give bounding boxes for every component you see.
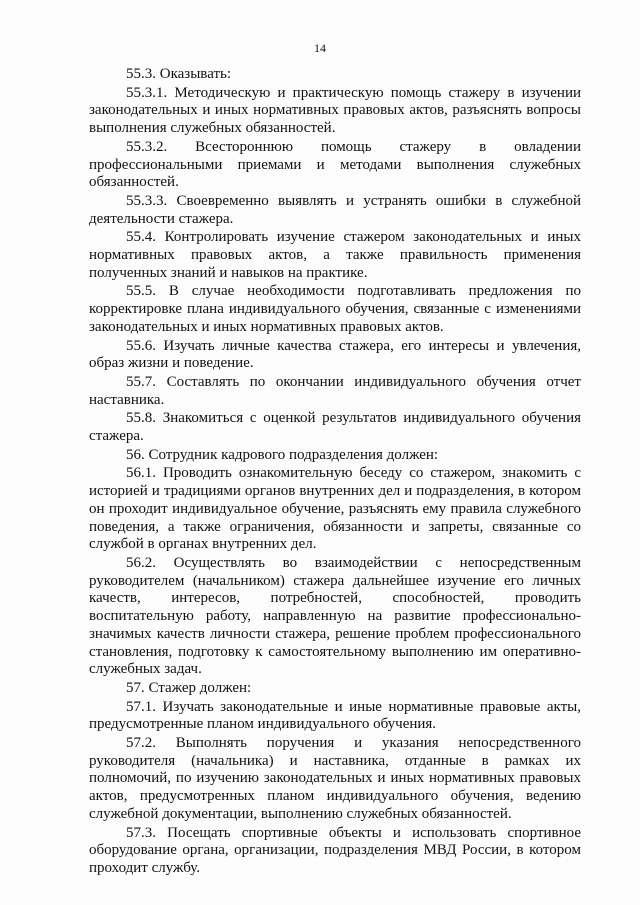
paragraph-57: 57. Стажер должен:: [126, 679, 252, 696]
paragraph-55-8: 55.8. Знакомиться с оценкой результатов индивидуального обучения стажера.: [89, 410, 581, 445]
paragraph-57-3: 57.3. Посещать спортивные объекты и использовать спортивное оборудование органа, организации, подразделения МВД России, в котором проходит службу.: [89, 824, 581, 876]
paragraph-55-6: 55.6. Изучать личные качества стажера, его интересы и увлечения, образ жизни и поведение.: [89, 337, 581, 372]
paragraph-55-5: 55.5. В случае необходимости подготавливать предложения по корректировке плана индивидуального обучения, связанные с изменениями законодательных и иных нормативных правовых актов.: [89, 283, 581, 335]
paragraph-55-3-2: 55.3.2. Всестороннюю помощь стажеру в овладении профессиональными приемами и методами выполнения служебных обязанностей.: [89, 138, 581, 191]
paragraph-56-2: 56.2. Осуществлять во взаимодействии с непосредственным руководителем (начальником) стажера дальнейшее изучение его личных качеств, интересов, потребностей, способностей, проводить воспитательную работу, направленную на развитие профессионально-значимых качеств личности стажера, решение проблем профессионального становления, подготовку к самостоятельному выполнению им оперативно-служебных задач.: [89, 554, 581, 678]
paragraph-55-3-1: 55.3.1. Методическую и практическую помощь стажеру в изучении законодательных и иных нормативных правовых актов, разъяснять вопросы выполнения служебных обязанностей.: [89, 84, 581, 137]
paragraph-56-1: 56.1. Проводить ознакомительную беседу со стажером, знакомить с историей и традициями органов внутренних дел и подразделения, в котором он проходит индивидуальное обучение, разъяснять ему правила служебного поведения, а также ограничения, обязанности и запреты, связанные со службой в органах внутренних дел.: [89, 465, 581, 553]
document-body: [89, 66, 581, 879]
paragraph-55-4: 55.4. Контролировать изучение стажером законодательных и иных нормативных правовых актов, а также правильность применения полученных знаний и навыков на практике.: [89, 229, 581, 281]
paragraph-55-7: 55.7. Составлять по окончании индивидуального обучения отчет наставника.: [89, 373, 581, 408]
paragraph-55-3: 55.3. Оказывать:: [126, 66, 232, 82]
paragraph-55-3-3: 55.3.3. Своевременно выявлять и устранять ошибки в служебной деятельности стажера.: [89, 192, 581, 227]
paragraph-56: 56. Сотрудник кадрового подразделения должен:: [126, 446, 439, 463]
paragraph-57-1: 57.1. Изучать законодательные и иные нормативные правовые акты, предусмотренные планом индивидуального обучения.: [89, 698, 581, 733]
page-number: 14: [314, 41, 326, 55]
paragraph-57-2: 57.2. Выполнять поручения и указания непосредственного руководителя (начальника) и наставника, отданные в рамках их полномочий, по изучению законодательных и иных нормативных правовых актов, предусмотренных планом индивидуального обучения, ведению служебной документации, выполнению служебных обязанностей.: [89, 735, 581, 822]
